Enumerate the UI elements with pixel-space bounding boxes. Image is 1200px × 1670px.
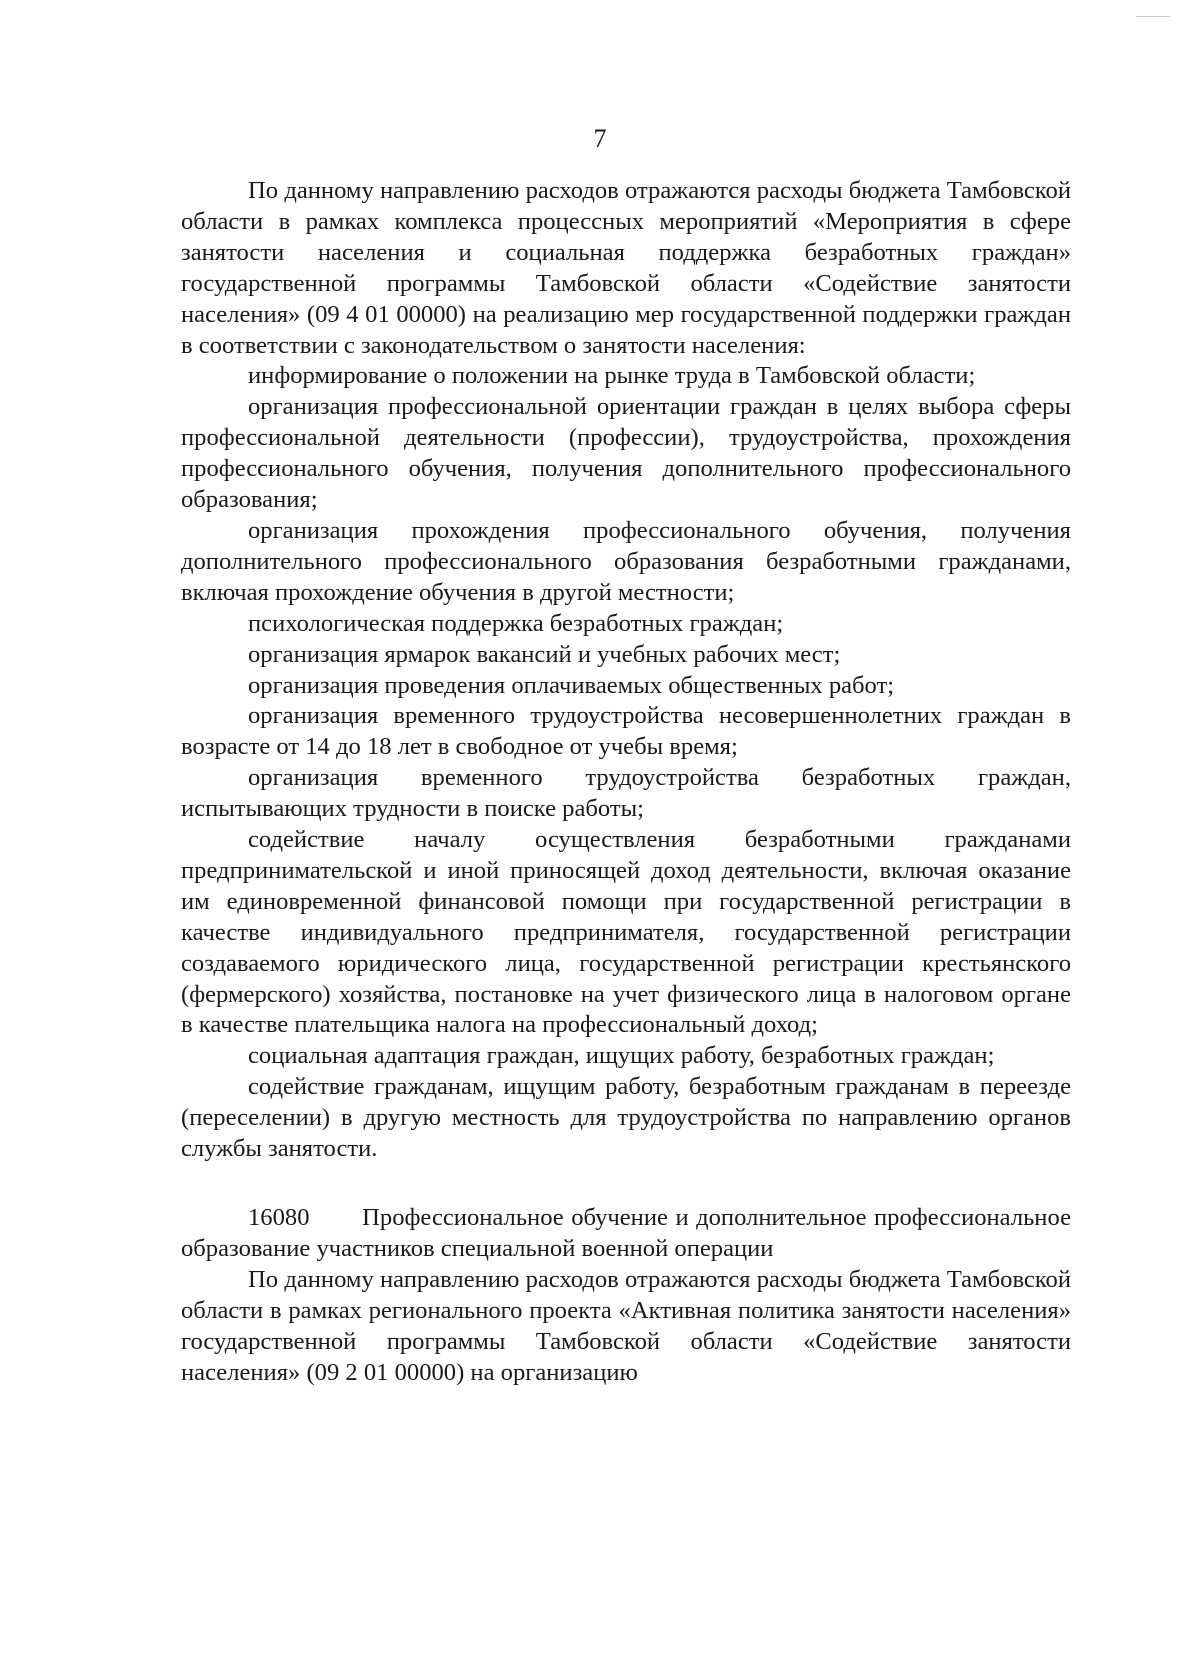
list-item: организация временного трудоустройства безработных граждан, испытывающих трудности в поиске работы;	[181, 764, 1071, 823]
page-number: 7	[593, 124, 607, 153]
list-item: психологическая поддержка безработных граждан;	[248, 609, 784, 637]
section2-title: Профессиональное обучение и дополнительное профессиональное образование участников специальной военной операции	[181, 1204, 1071, 1262]
list-item: информирование о положении на рынке труда в Тамбовской области;	[248, 362, 976, 390]
list-item: организация проведения оплачиваемых общественных работ;	[248, 671, 895, 699]
document-body	[181, 176, 1071, 1388]
list-item: организация профессиональной ориентации граждан в целях выбора сферы профессиональной деятельности (профессии), трудоустройства, прохождения профессионального обучения, получения дополнительного профессионального образования;	[181, 393, 1071, 514]
section2-heading	[181, 1203, 1071, 1265]
section2-code: 16080	[248, 1204, 310, 1231]
list-item: содействие гражданам, ищущим работу, безработным гражданам в переезде (переселении) в другую местность для трудоустройства по направлению органов службы занятости.	[181, 1073, 1071, 1163]
list-item: организация ярмарок вакансий и учебных рабочих мест;	[248, 640, 841, 668]
corner-mark	[1136, 16, 1170, 17]
section1-intro: По данному направлению расходов отражаются расходы бюджета Тамбовской области в рамках комплекса процессных мероприятий «Мероприятия в сфере занятости населения и социальная поддержка безработных граждан» государственной программы Тамбовской области «Содействие занятости населения» (09 4 01 00000) на реализацию мер государственной поддержки граждан в соответствии с законодательством о занятости населения:	[181, 177, 1071, 359]
list-item: социальная адаптация граждан, ищущих работу, безработных граждан;	[248, 1042, 995, 1070]
section2-intro: По данному направлению расходов отражаются расходы бюджета Тамбовской области в рамках регионального проекта «Активная политика занятости населения» государственной программы Тамбовской области «Содействие занятости населения» (09 2 01 00000) на организацию	[181, 1265, 1071, 1386]
list-item: организация временного трудоустройства несовершеннолетних граждан в возрасте от 14 до 18 лет в свободное от учебы время;	[181, 702, 1071, 761]
list-item: организация прохождения профессионального обучения, получения дополнительного профессионального образования безработными гражданами, включая прохождение обучения в другой местности;	[181, 516, 1071, 606]
section-spacer	[181, 1165, 1071, 1203]
list-item: содействие началу осуществления безработными гражданами предпринимательской и иной приносящей доход деятельности, включая оказание им единовременной финансовой помощи при государственной регистрации в качестве индивидуального предпринимателя, государственной регистрации создаваемого юридического лица, государственной регистрации крестьянского (фермерского) хозяйства, постановке на учет физического лица в налоговом органе в качестве плательщика налога на профессиональный доход;	[181, 826, 1071, 1039]
